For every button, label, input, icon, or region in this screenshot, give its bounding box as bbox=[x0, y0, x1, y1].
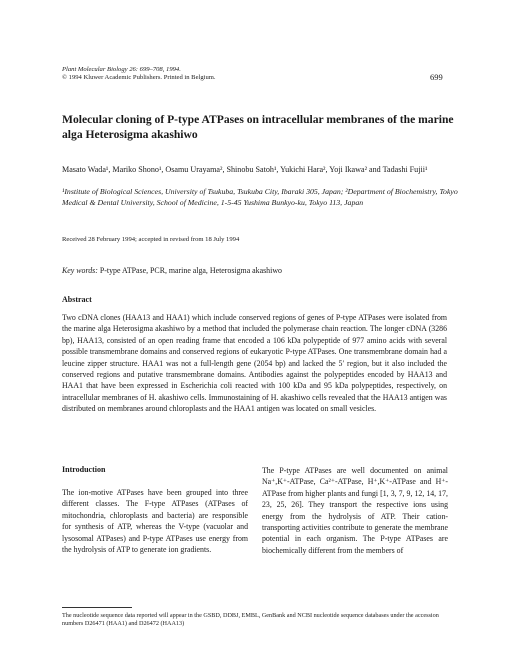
journal-line-1: Plant Molecular Biology 26: 699–708, 1994. bbox=[62, 66, 181, 73]
keywords bbox=[62, 266, 472, 275]
keywords-list: P-type ATPase, PCR, marine alga, Heterosigma akashiwo bbox=[99, 266, 282, 275]
introduction-left-column: The ion-motive ATPases have been grouped into three different classes. The F-type ATPases (ATPases of mitochondria, chloroplasts and bacteria) are responsible for synthesis of ATP, whereas the V-type (vacuolar and lysosomal ATPases) and P-type ATPases use energy from the hydrolysis of ATP to generate ion gradients. bbox=[62, 488, 248, 555]
article-title: Molecular cloning of P-type ATPases on intracellular membranes of the marine alga Heterosigma akashiwo bbox=[62, 113, 454, 141]
introduction-heading: Introduction bbox=[62, 465, 106, 474]
keywords-label: Key words: bbox=[62, 266, 98, 275]
footnote-divider bbox=[62, 607, 132, 608]
abstract-heading: Abstract bbox=[62, 295, 92, 304]
author-list: Masato Wada¹, Mariko Shono¹, Osamu Urayama², Shinobu Satoh¹, Yukichi Hara², Yoji Ikawa² and Tadashi Fujii¹ bbox=[62, 165, 428, 174]
footnote-text: The nucleotide sequence data reported will appear in the GSBD, DDBJ, EMBL, GenBank and NCBI nucleotide sequence databases under the accession numbers D26471 (HAA1) and D26472 (HAA13) bbox=[62, 612, 439, 627]
author-affiliations: ¹Institute of Biological Sciences, University of Tsukuba, Tsukuba City, Ibaraki 305, Japan; ²Department of Biochemistry, Tokyo Medical & Dental University, School of Medicine, 1-5-45 Yushima Bunkyo-ku, Tokyo 113, Japan bbox=[62, 187, 458, 207]
received-dates: Received 28 February 1994; accepted in revised from 18 July 1994 bbox=[62, 236, 240, 243]
abstract-text: Two cDNA clones (HAA13 and HAA1) which include conserved regions of genes of P-type ATPases were isolated from the marine alga Heterosigma akashiwo by a method that included the polymerase chain reaction. The longer cDNA (3286 bp), HAA13, consisted of an open reading frame that encoded a 106 kDa polypeptide of 977 amino acids with several possible transmembrane domains and conserved regions of eukaryotic P-type ATPases. One transmembrane domain had a leucine zipper structure. HAA1 was not a full-length gene (2054 bp) and lacked the 5′ region, but it also included the conserved regions and putative transmembrane domains. Antibodies against the polypeptides encoded by HAA13 and HAA1 that have been expressed in Escherichia coli reacted with 100 kDa and 95 kDa polypeptides, respectively, on intracellular membranes of H. akashiwo cells. Immunostaining of H. akashiwo cells revealed that the HAA13 antigen was distributed on membranes around chloroplasts and the HAA1 antigen was located on small vesicles. bbox=[62, 313, 447, 414]
page-number: 699 bbox=[430, 72, 443, 82]
journal-line-2: © 1994 Kluwer Academic Publishers. Printed in Belgium. bbox=[62, 74, 216, 82]
introduction-right-column: The P-type ATPases are well documented on animal Na⁺,K⁺-ATPase, Ca²⁺-ATPase, H⁺,K⁺-ATPase and H⁺-ATPase from higher plants and fungi [1, 3, 7, 9, 12, 14, 17, 23, 25, 26]. They transport the respective ions using energy from the hydrolysis of ATP. Their cation-transporting activities contribute to generate the membrane potential in each organism. The P-type ATPases are biochemically different from the members of bbox=[262, 466, 448, 555]
journal-citation bbox=[62, 66, 216, 83]
